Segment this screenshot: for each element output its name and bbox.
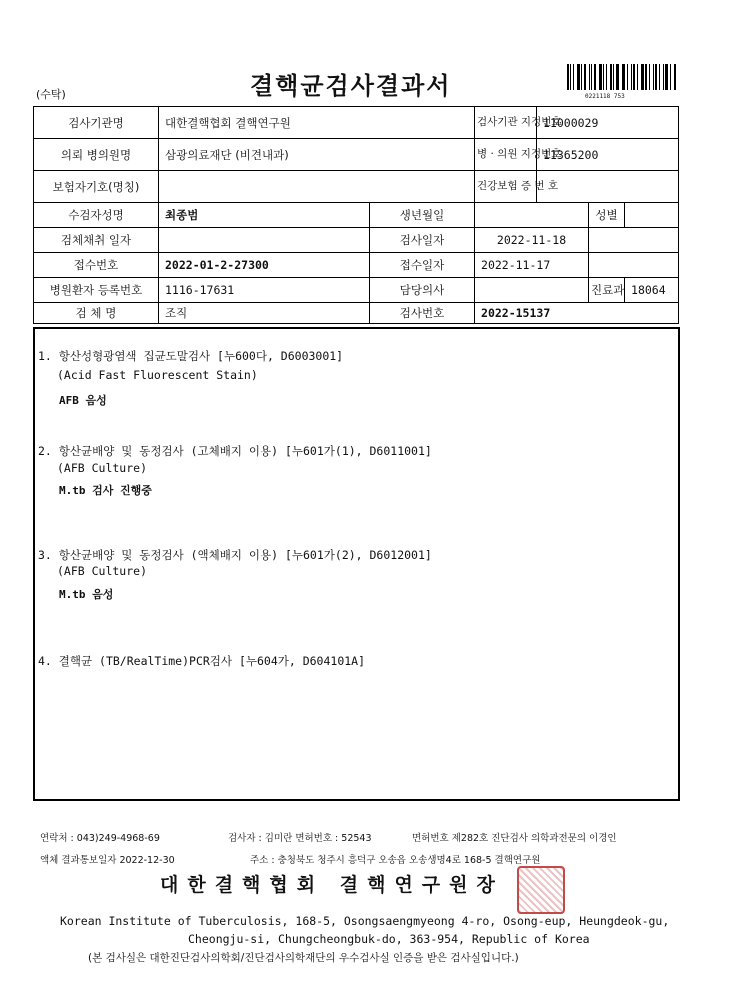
table-row [34,278,679,303]
barcode-bar [594,64,596,90]
barcode-bar [659,64,660,90]
barcode-bar [581,64,582,90]
dept-label: 진료과 [589,278,625,303]
collect-value [159,228,370,253]
footer-contact: 연락처 : 043)249-4968-69 [40,833,160,844]
dept-value: 18064 [625,278,679,303]
english-address-line-1: Korean Institute of Tuberculosis, 168-5, Osongsaengmyeong 4-ro, Osong-eup, Heungdeok-gu, [60,914,670,928]
barcode-number: 0221118 753 [585,93,625,100]
empty-cell [589,253,679,278]
barcode-bar [663,64,664,90]
clinic-code-label: 병 · 의원 지정번호 [475,139,537,171]
insured-value [159,171,475,203]
footer-report-date: 액체 결과통보일자 2022-12-30 [40,855,175,866]
result-3-subtitle: (AFB Culture) [57,564,148,578]
barcode-bar [670,64,671,90]
specimen-value: 조직 [159,303,370,324]
birth-label: 생년월일 [370,203,475,228]
health-ins-label: 건강보험 증 번 호 [475,171,537,203]
receipt-date-value: 2022-11-17 [475,253,589,278]
barcode-bar [591,64,592,90]
barcode-bar [577,64,580,90]
barcode-bar [633,64,635,90]
english-address-line-2: Cheongju-si, Chungcheongbuk-do, 363-954, Republic of Korea [188,932,590,946]
table-row [34,107,679,139]
barcode-bar [655,64,657,90]
barcode [567,64,677,90]
table-row [34,203,679,228]
certification-note: (본 검사실은 대한진단검사의학회/진단검사의학재단의 우수검사실 인증을 받은 검사실입니다.) [88,952,519,964]
barcode-bar [616,64,619,90]
document-suffix: (수탁) [36,88,66,101]
table-row [34,253,679,278]
test-no-value: 2022-15137 [475,303,679,324]
doctor-value [475,278,589,303]
barcode-bar [599,64,602,90]
barcode-bar [573,64,574,90]
collect-label: 검체채취 일자 [34,228,159,253]
result-1-title: 1. 항산성형광염색 집균도말검사 [누600다, D6003001] [38,349,344,363]
result-2-subtitle: (AFB Culture) [57,461,148,475]
doctor-label: 담당의사 [370,278,475,303]
table-row [34,171,679,203]
barcode-bar [641,64,644,90]
result-3-value: M.tb 음성 [59,588,114,601]
receipt-no-value: 2022-01-2-27300 [159,253,370,278]
test-date-value: 2022-11-18 [475,228,589,253]
document-title: 결핵균검사결과서 [250,72,452,100]
barcode-bar [622,64,623,90]
clinic-code-value: 11365200 [537,139,679,171]
result-4-title: 4. 결핵균 (TB/RealTime)PCR검사 [누604가, D604101A] [38,654,366,668]
hosp-reg-value: 1116-17631 [159,278,370,303]
result-1-subtitle: (Acid Fast Fluorescent Stain) [57,368,258,382]
footer-examiner: 검사자 : 김미란 면허번호 : 52543 [228,833,372,844]
birth-value [475,203,589,228]
table-row [34,303,679,324]
result-2-value: M.tb 검사 진행중 [59,484,152,497]
requester-label: 의뢰 병의원명 [34,139,159,171]
barcode-bar [589,64,590,90]
result-1-value: AFB 음성 [59,394,107,407]
institution-signature-name: 대한결핵협회 결핵연구원장 [160,874,504,896]
barcode-bar [645,64,647,90]
barcode-bar [631,64,632,90]
institution-label: 검사기관명 [34,107,159,139]
sex-value [625,203,679,228]
barcode-bar [567,64,569,90]
table-row [34,139,679,171]
patient-label: 수검자성명 [34,203,159,228]
official-seal [517,866,565,914]
receipt-date-label: 접수일자 [370,253,475,278]
barcode-bar [653,64,654,90]
barcode-bar [674,64,676,90]
inst-code-label: 검사기관 지정번호 [475,107,537,139]
requester-value: 삼광의료재단 (비견내과) [159,139,475,171]
footer-license: 면허번호 제282호 진단검사 의학과전문의 이경인 [412,833,617,844]
specimen-label: 검 체 명 [34,303,159,324]
hosp-reg-label: 병원환자 등록번호 [34,278,159,303]
result-2-title: 2. 항산균배양 및 동정검사 (고체배지 이용) [누601가(1), D6011001] [38,444,432,458]
footer-address: 주소 : 충청북도 청주시 흥덕구 오송읍 오송생명4로 168-5 결핵연구원 [250,855,541,866]
receipt-no-label: 접수번호 [34,253,159,278]
insured-label: 보험자기호(명칭) [34,171,159,203]
empty-cell [589,228,679,253]
barcode-bar [603,64,604,90]
barcode-bar [570,64,571,90]
inst-code-value: 11000029 [537,107,679,139]
test-no-label: 검사번호 [370,303,475,324]
table-row [34,228,679,253]
sex-label: 성별 [589,203,625,228]
results-box [33,327,680,801]
info-table [33,106,679,324]
institution-value: 대한결핵협회 결핵연구원 [159,107,475,139]
result-3-title: 3. 항산균배양 및 동정검사 (액체배지 이용) [누601가(2), D6012001] [38,548,432,562]
test-date-label: 검사일자 [370,228,475,253]
barcode-bar [610,64,612,90]
barcode-bar [613,64,614,90]
barcode-bar [665,64,668,90]
barcode-bar [627,64,628,90]
barcode-bar [584,64,586,90]
barcode-bar [623,64,625,90]
barcode-bar [637,64,638,90]
patient-value: 최종범 [159,203,370,228]
barcode-bar [649,64,650,90]
barcode-bar [606,64,607,90]
